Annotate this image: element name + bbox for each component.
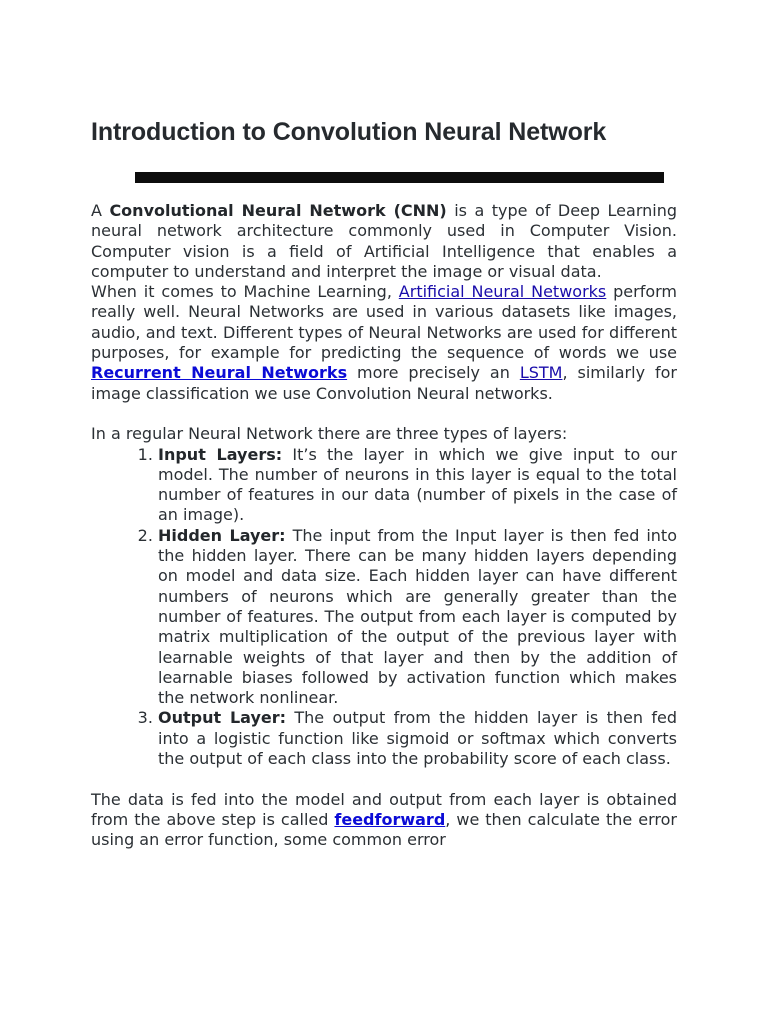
- feedforward-paragraph: [91, 790, 677, 851]
- layers-list: [91, 445, 677, 770]
- cnn-term: Convolutional Neural Network (CNN): [109, 201, 447, 220]
- intro-paragraph: [91, 201, 677, 282]
- ml-text-3: more precisely an: [347, 363, 520, 383]
- paragraph-spacer: [91, 404, 677, 424]
- article-body: [91, 201, 677, 851]
- feedforward-text-1: The data is fed into the model and output from each layer is obtained from the above step is called: [91, 789, 677, 829]
- list-item-input-layer: [158, 445, 677, 526]
- ml-paragraph: [91, 282, 677, 404]
- title-divider: [135, 172, 664, 183]
- page-title: Introduction to Convolution Neural Network: [91, 118, 607, 146]
- feedforward-text-2: , we then calculate the error using an error function, some common error: [91, 809, 677, 850]
- intro-text: is a type of Deep Learning neural network architecture commonly used in Computer Vision. Computer vision is a field of Artificial Intelligence that enables a computer to understand and interpret the image or visual data.: [91, 201, 678, 281]
- ann-link[interactable]: Artificial Neural Networks: [398, 282, 607, 302]
- layer-description: The output from the hidden layer is then fed into a logistic function like sigmoid or softmax which converts the output of each class into the probability score of each class.: [158, 708, 677, 769]
- list-item-hidden-layer: [158, 526, 677, 709]
- intro-prefix: A: [91, 201, 110, 220]
- rnn-link[interactable]: Recurrent Neural Networks: [91, 363, 348, 383]
- layer-name: Output Layer:: [158, 708, 287, 728]
- ml-text-1: When it comes to Machine Learning,: [91, 282, 399, 302]
- ml-text-2: perform really well. Neural Networks are used in various datasets like images, audio, and text. Different types of Neural Networks are used for different purposes, for example for predicting the sequence of words we use: [91, 282, 678, 363]
- layer-name: Hidden Layer:: [158, 525, 286, 545]
- paragraph-spacer: [91, 769, 677, 789]
- lstm-link[interactable]: LSTM: [519, 363, 563, 383]
- layer-description: The input from the Input layer is then fed into the hidden layer. There can be many hidden layers depending on model and data size. Each hidden layer can have different numbers of neurons which are generally greater than the number of features. The output from each layer is computed by matrix multiplication of the output of the previous layer with learnable weights of that layer and then by the addition of learnable biases followed by activation function which makes the network nonlinear.: [158, 525, 677, 708]
- layers-intro: In a regular Neural Network there are three types of layers:: [91, 424, 568, 444]
- ml-text-4: , similarly for image classification we use Convolution Neural networks.: [91, 363, 677, 403]
- layer-description: It’s the layer in which we give input to our model. The number of neurons in this layer is equal to the total number of features in our data (number of pixels in the case of an image).: [158, 444, 678, 525]
- feedforward-link[interactable]: feedforward: [334, 809, 446, 829]
- layer-name: Input Layers:: [158, 444, 283, 464]
- list-item-output-layer: [158, 708, 677, 769]
